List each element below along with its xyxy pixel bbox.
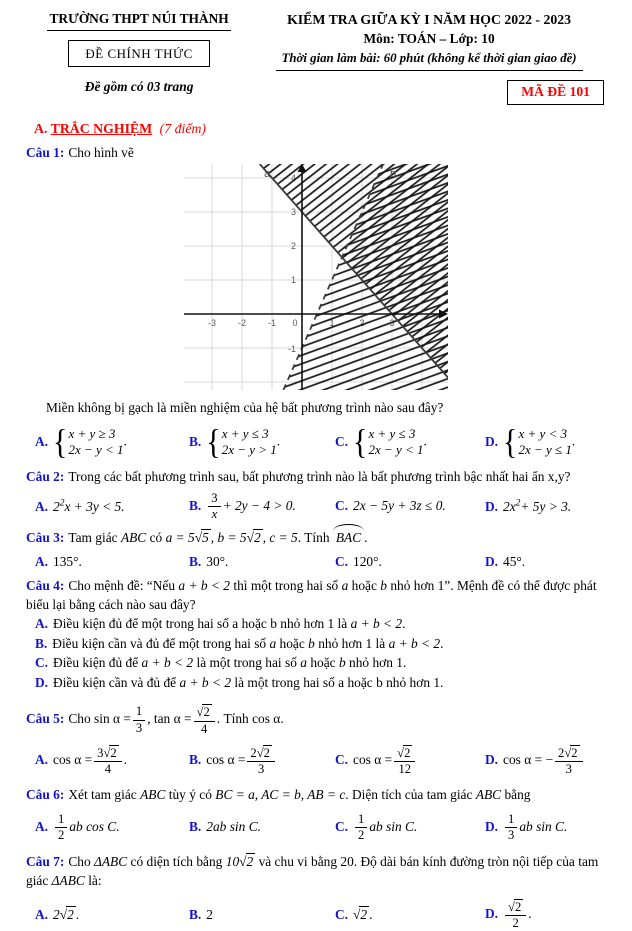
q1-option-d: D. { x + y < 3 2x − y ≤ 1 . bbox=[485, 423, 576, 462]
question-2 bbox=[26, 468, 606, 521]
svg-text:-1: -1 bbox=[267, 318, 277, 329]
q2-option-c: C. 2x − 5y + 3z ≤ 0. bbox=[335, 498, 446, 514]
q5-option-c: C. cos α = $\frac{√2}{12}$ bbox=[335, 745, 485, 776]
question-1 bbox=[26, 144, 606, 463]
question-5-options bbox=[26, 745, 606, 776]
q7-option-b: B. 2 bbox=[189, 906, 213, 922]
q6-option-d: D. $\frac{1}{3}$ ab sin C. bbox=[485, 811, 568, 842]
question-2-options bbox=[26, 492, 606, 521]
svg-text:1: 1 bbox=[290, 275, 296, 286]
official-exam-box: ĐỀ CHÍNH THỨC bbox=[68, 40, 209, 68]
q1-option-c: C. { x + y ≤ 3 2x − y < 1 . bbox=[335, 423, 427, 462]
q6-option-b: B. 2ab sin C. bbox=[189, 819, 261, 835]
school-name: TRƯỜNG THPT NÚI THÀNH bbox=[47, 10, 230, 31]
svg-text:-3: -3 bbox=[207, 318, 217, 329]
question-3-label: Câu 3: bbox=[26, 530, 65, 546]
header bbox=[26, 10, 606, 105]
question-2-text: Trong các bất phương trình sau, bất phương trình nào là bất phương trình bậc nhất hai ẩn x,y? bbox=[68, 469, 571, 485]
q6-option-c: C. $\frac{1}{2}$ ab sin C. bbox=[335, 811, 418, 842]
section-label: A. bbox=[34, 120, 48, 136]
question-4: Câu 4: Cho mệnh đề: “Nếu a + b < 2 thì một trong hai số a hoặc b nhỏ hơn 1”. Mệnh đề có thể được phát biểu lại bằng cách nào sau đây? A. Điều kiện đủ để một trong hai số a hoặc b nhỏ hơn 1 là a + b < 2. B. Điều kiện cần và đủ để một trong hai số a hoặc b nhỏ hơn 1 là a + b < 2. C. Điều kiện đủ để a + b < 2 là một trong hai số a hoặc b nhỏ hơn 1. D. Điều kiện cần và đủ để a + b < 2 là một trong hai số a hoặc b nhỏ hơn 1. bbox=[26, 577, 606, 692]
question-1-text: Miền không bị gạch là miền nghiệm của hệ bất phương trình nào sau đây? bbox=[46, 399, 444, 415]
section-points: (7 điểm) bbox=[159, 120, 207, 136]
angle-bac: BAC bbox=[333, 527, 364, 548]
question-3-options bbox=[26, 553, 606, 572]
svg-text:3: 3 bbox=[290, 207, 296, 218]
question-3: Câu 3: Tam giác ABC có a = 5√5 , b = 5√2 , c = 5. Tính BAC . A. 135°. B. 30°. C. 120°. D. 45°. bbox=[26, 527, 606, 571]
q5-option-a: A. cos α = $\frac{3√2}{4}$ . bbox=[35, 745, 128, 777]
question-7-label: Câu 7: bbox=[26, 854, 65, 870]
exam-code-badge: MÃ ĐỀ 101 bbox=[507, 80, 604, 105]
section-a-heading bbox=[34, 119, 606, 138]
question-5-label: Câu 5: bbox=[26, 711, 65, 727]
svg-text:-1: -1 bbox=[287, 344, 296, 355]
header-left bbox=[26, 10, 252, 105]
question-4-label: Câu 4: bbox=[26, 578, 65, 594]
exam-subject: Môn: TOÁN – Lớp: 10 bbox=[363, 31, 495, 47]
section-title: TRẮC NGHIỆM bbox=[50, 120, 153, 136]
q3-option-d: D. 45°. bbox=[485, 553, 526, 569]
q1-option-b: B. { x + y ≤ 3 2x − y > 1 . bbox=[189, 423, 281, 462]
svg-text:0: 0 bbox=[292, 318, 298, 329]
question-6-label: Câu 6: bbox=[26, 787, 65, 803]
q4-option-b: B. Điều kiện cần và đủ để một trong hai số a hoặc b nhỏ hơn 1 là a + b < 2. bbox=[35, 635, 444, 651]
q1-option-a: A. { x + y ≥ 3 2x − y < 1 . bbox=[35, 423, 127, 462]
question-2-label: Câu 2: bbox=[26, 469, 65, 485]
q4-option-d: D. Điều kiện cần và đủ để a + b < 2 là một trong hai số a hoặc b nhỏ hơn 1. bbox=[35, 674, 444, 690]
pages-note: Đề gồm có 03 trang bbox=[84, 79, 194, 95]
q7-option-d: D. $\frac{√2}{2}$ . bbox=[485, 900, 532, 931]
q7-option-c: C. √2 . bbox=[335, 906, 373, 922]
question-7-options bbox=[26, 899, 606, 930]
question-1-figure bbox=[26, 164, 606, 396]
svg-text:-2: -2 bbox=[237, 318, 247, 329]
header-right bbox=[252, 10, 606, 105]
q4-option-a: A. Điều kiện đủ để một trong hai số a hoặc b nhỏ hơn 1 là a + b < 2. bbox=[35, 616, 406, 632]
question-7: Câu 7: Cho ΔABC có diện tích bằng 10√2 và chu vi bằng 20. Độ dài bán kính đường tròn nội tiếp của tam giác ΔABC là: A. 2√2 . B. 2 C. √2 . D. $\frac{√2}{2}$ . bbox=[26, 853, 606, 930]
exam-duration: Thời gian làm bài: 60 phút (không kể thời gian giao đề) bbox=[276, 50, 583, 72]
q4-option-c: C. Điều kiện đủ để a + b < 2 là một trong hai số a hoặc b nhỏ hơn 1. bbox=[35, 655, 407, 671]
q2-option-a: A. $2^2x + 3y < 5$. bbox=[35, 498, 125, 514]
q2-option-b: B. $\frac{3}{x}$ + 2y − 4 > 0. bbox=[189, 490, 296, 522]
q2-option-d: D. $2x^2+ 5y > 3$. bbox=[485, 498, 572, 514]
question-1-intro: Cho hình vẽ bbox=[68, 144, 134, 160]
q3-option-c: C. 120°. bbox=[335, 553, 382, 569]
question-6: Câu 6: Xét tam giác ABC tùy ý có BC = a, AC = b, AB = c. Diện tích của tam giác ABC bằng A. $\frac{1}{2}$ ab cos C. B. 2ab sin C. C. $\frac{1}{2}$ ab sin C. D. $\frac{1}{3}$ ab sin C. bbox=[26, 786, 606, 842]
q3-option-b: B. 30°. bbox=[189, 553, 229, 569]
q5-option-b: B. cos α = $\frac{2√2}{3}$ bbox=[189, 745, 335, 776]
q5-option-d: D. cos α = − $\frac{2√2}{3}$ bbox=[485, 745, 606, 776]
question-1-options bbox=[26, 422, 606, 462]
q6-option-a: A. $\frac{1}{2}$ ab cos C. bbox=[35, 811, 120, 842]
line-a-label: a bbox=[264, 168, 271, 181]
exam-title: KIỂM TRA GIỮA KỲ I NĂM HỌC 2022 - 2023 bbox=[287, 12, 572, 27]
line-b-label: b bbox=[390, 168, 397, 181]
question-5: Câu 5: Cho sin α = $\frac{1}{3}$ , tan α = $\frac{√2}{4}$ . Tính cos α. A. cos α = $\frac{3√2}{4}$ . B. cos α = $\frac{2√2}{3}$ C. cos α = $\frac{√2}{12}$ D. cos α = − $\frac{2√2}{3}$ bbox=[26, 704, 606, 776]
question-6-options bbox=[26, 813, 606, 842]
region-plot bbox=[184, 164, 448, 390]
question-1-label: Câu 1: bbox=[26, 144, 65, 160]
svg-text:2: 2 bbox=[290, 241, 296, 252]
q7-option-a: A. 2√2 . bbox=[35, 906, 80, 922]
q3-option-a: A. 135°. bbox=[35, 553, 82, 569]
